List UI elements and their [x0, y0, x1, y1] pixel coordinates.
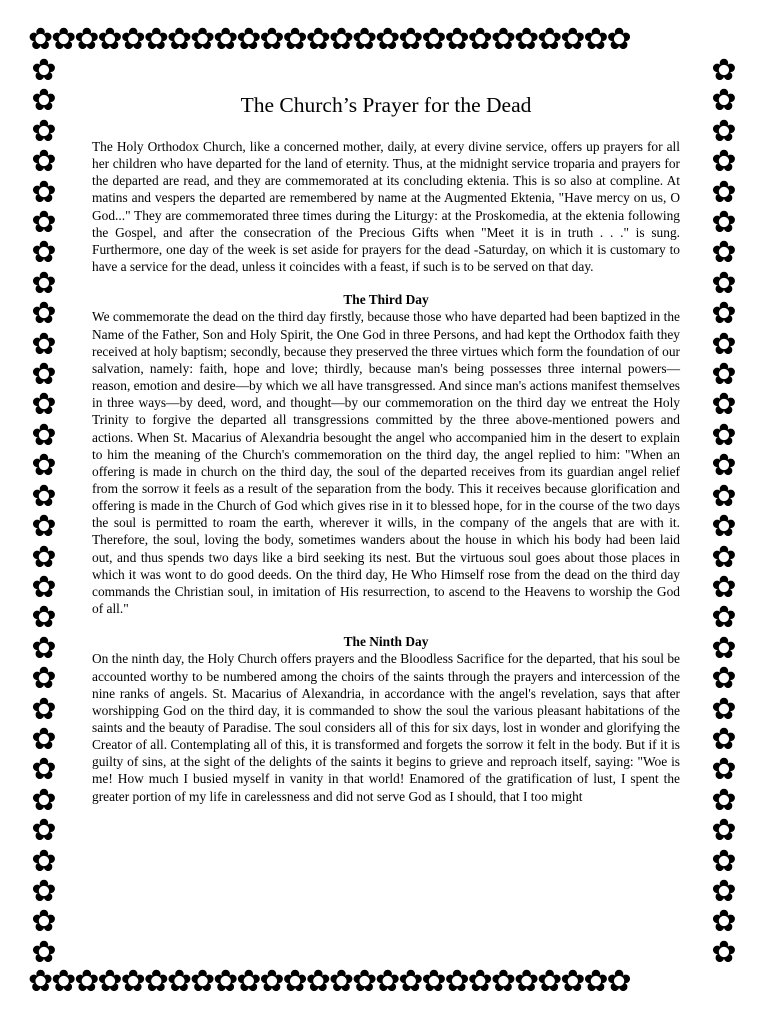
floral-rosette-icon: ✿	[282, 22, 306, 57]
floral-rosette-icon: ✿	[537, 964, 561, 999]
floral-rosette-icon: ✿	[606, 964, 630, 999]
floral-rosette-icon: ✿	[490, 964, 514, 999]
floral-rosette-icon: ✿	[74, 22, 98, 57]
floral-rosette-icon: ✿	[711, 843, 737, 879]
floral-rosette-icon: ✿	[259, 22, 283, 57]
floral-rosette-icon: ✿	[31, 448, 57, 484]
floral-rosette-icon: ✿	[711, 661, 737, 697]
border-right-ornaments	[706, 56, 742, 968]
floral-rosette-icon: ✿	[711, 873, 737, 909]
floral-rosette-icon: ✿	[467, 964, 491, 999]
floral-rosette-icon: ✿	[31, 357, 57, 393]
floral-rosette-icon: ✿	[31, 934, 57, 968]
floral-rosette-icon: ✿	[444, 22, 468, 57]
floral-rosette-icon: ✿	[31, 721, 57, 757]
floral-rosette-icon: ✿	[31, 509, 57, 545]
floral-rosette-icon: ✿	[711, 904, 737, 940]
intro-paragraph: The Holy Orthodox Church, like a concerned mother, daily, at every divine service, offers up prayers for all her children who have departed for the land of eternity. Thus, at the midnight service troparia and prayers for the departed are read, and they are commemorated at its concluding ektenia. This is so also at compline. At matins and vespers the departed are remembered by name at the Augmented Ektenia, "Have mercy on us, O God..." They are commemorated three times during the Liturgy: at the Proskomedia, at the ektenia following the Gospel, and after the consecration of the Precious Gifts when "Meet it is in truth . . ." is sung. Furthermore, one day of the week is set aside for prayers for the dead -Saturday, on which it is customary to have a service for the dead, unless it coincides with a feast, if such is to be served on that day.	[92, 139, 680, 275]
section-heading: The Third Day	[343, 292, 429, 308]
floral-rosette-icon: ✿	[166, 22, 190, 57]
floral-rosette-icon: ✿	[421, 964, 445, 999]
floral-rosette-icon: ✿	[444, 964, 468, 999]
floral-rosette-icon: ✿	[31, 235, 57, 271]
floral-rosette-icon: ✿	[31, 205, 57, 241]
floral-rosette-icon: ✿	[51, 964, 75, 999]
floral-rosette-icon: ✿	[711, 782, 737, 818]
floral-rosette-icon: ✿	[711, 600, 737, 636]
floral-rosette-icon: ✿	[143, 964, 167, 999]
floral-rosette-icon: ✿	[236, 22, 260, 57]
floral-rosette-icon: ✿	[31, 752, 57, 788]
border-top-ornaments	[28, 22, 742, 58]
floral-rosette-icon: ✿	[711, 174, 737, 210]
floral-rosette-icon: ✿	[513, 22, 538, 57]
floral-rosette-icon: ✿	[120, 964, 144, 999]
floral-rosette-icon: ✿	[351, 22, 376, 57]
floral-rosette-icon: ✿	[31, 691, 57, 727]
floral-rosette-icon: ✿	[31, 843, 57, 879]
floral-rosette-icon: ✿	[328, 22, 352, 57]
floral-rosette-icon: ✿	[537, 22, 561, 57]
floral-rosette-icon: ✿	[166, 964, 190, 999]
floral-rosette-icon: ✿	[711, 569, 737, 605]
floral-rosette-icon: ✿	[74, 964, 98, 999]
floral-rosette-icon: ✿	[31, 478, 57, 514]
floral-rosette-icon: ✿	[31, 782, 57, 818]
floral-rosette-icon: ✿	[711, 448, 737, 484]
floral-rosette-icon: ✿	[28, 22, 52, 57]
floral-rosette-icon: ✿	[711, 113, 737, 149]
floral-rosette-icon: ✿	[31, 904, 57, 940]
floral-rosette-icon: ✿	[213, 964, 237, 999]
border-bottom-ornaments	[28, 964, 742, 1000]
floral-rosette-icon: ✿	[375, 964, 399, 999]
section-paragraph: We commemorate the dead on the third day firstly, because those who have departed had been baptized in the Name of the Father, Son and Holy Spirit, the One God in three Persons, and had kept the Orthodox faith they received at holy baptism; secondly, because they preserved the three virtues which form the foundation of our salvation, namely: faith, hope and love; thirdly, because man's being possesses three internal powers—reason, emotion and desire—by which we all have transgressed. And since man's actions manifest themselves in three ways—by deed, word, and thought—by our commemoration on the third day we entreat the Holy Trinity to forgive the departed all transgressions committed by the three above-mentioned powers and actions. When St. Macarius of Alexandria besought the angel who accompanied him in the desert to explain to him the meaning of the Church's commemoration on the third day, the angel replied to him: "When an offering is made in church on the third day, the soul of the departed receives from its guardian angel relief from the sorrow it feels as a result of the separation from the body. This it receives because glorification and offering is made in the Church of God which gives rise in it to blessed hope, for in the course of the two days the soul is permitted to roam the earth, wherever it wills, in the company of the angels that are with it. Therefore, the soul, loving the body, sometimes wanders about the house in which his body had been laid out, and thus spends two days like a bird seeking its nest. But the virtuous soul goes about those places in which it was wont to do good deeds. On the third day, He Who Himself rose from the dead on the third day commands the Christian soul, in imitation of His resurrection, to ascend to the Heavens to worship the God of all."	[92, 309, 680, 617]
document-title: The Church’s Prayer for the Dead	[240, 93, 532, 117]
floral-rosette-icon: ✿	[711, 83, 737, 119]
floral-rosette-icon: ✿	[711, 934, 737, 968]
floral-rosette-icon: ✿	[711, 539, 737, 575]
floral-rosette-icon: ✿	[31, 417, 57, 453]
floral-rosette-icon: ✿	[31, 661, 57, 697]
floral-rosette-icon: ✿	[467, 22, 491, 57]
floral-rosette-icon: ✿	[711, 205, 737, 241]
floral-rosette-icon: ✿	[711, 721, 737, 757]
floral-rosette-icon: ✿	[31, 296, 57, 332]
floral-rosette-icon: ✿	[583, 22, 607, 57]
floral-rosette-icon: ✿	[31, 873, 57, 909]
floral-rosette-icon: ✿	[711, 813, 737, 849]
floral-rosette-icon: ✿	[120, 22, 144, 57]
floral-rosette-icon: ✿	[31, 630, 57, 666]
floral-rosette-icon: ✿	[189, 22, 214, 57]
floral-rosette-icon: ✿	[143, 22, 167, 57]
floral-rosette-icon: ✿	[351, 964, 376, 999]
section-paragraph: On the ninth day, the Holy Church offers prayers and the Bloodless Sacrifice for the departed, that his soul be accounted worthy to be numbered among the choirs of the saints through the prayers and intercession of the nine ranks of angels. St. Macarius of Alexandria, in accordance with the angel's revelation, says that after worshipping God on the third day, it is commanded to show the soul the various pleasant habitations of the saints and the beauty of Paradise. The soul considers all of this for six days, lost in wonder and glorifying the Creator of all. Contemplating all of this, it is transformed and forgets the sorrow it felt in the body. But if it is guilty of sins, at the sight of the delights of the saints it begins to grieve and reproach itself, saying: "Woe is me! How much I busied myself in vanity in that world! Enamored of the gratification of lust, I spent the greater portion of my life in carelessness and did not serve God as I should, that I too might	[92, 651, 680, 804]
floral-rosette-icon: ✿	[711, 478, 737, 514]
document-page	[92, 90, 680, 805]
floral-rosette-icon: ✿	[560, 964, 584, 999]
floral-rosette-icon: ✿	[259, 964, 283, 999]
floral-rosette-icon: ✿	[490, 22, 514, 57]
floral-rosette-icon: ✿	[305, 964, 329, 999]
floral-rosette-icon: ✿	[31, 265, 57, 301]
floral-rosette-icon: ✿	[711, 691, 737, 727]
floral-rosette-icon: ✿	[31, 174, 57, 210]
floral-rosette-icon: ✿	[31, 600, 57, 636]
floral-rosette-icon: ✿	[711, 235, 737, 271]
section-ninth-day	[92, 633, 680, 805]
floral-rosette-icon: ✿	[189, 964, 214, 999]
floral-rosette-icon: ✿	[398, 22, 422, 57]
floral-rosette-icon: ✿	[31, 113, 57, 149]
floral-rosette-icon: ✿	[97, 964, 121, 999]
floral-rosette-icon: ✿	[31, 83, 57, 119]
floral-rosette-icon: ✿	[711, 326, 737, 362]
floral-rosette-icon: ✿	[31, 144, 57, 180]
floral-rosette-icon: ✿	[28, 964, 52, 999]
floral-rosette-icon: ✿	[560, 22, 584, 57]
floral-rosette-icon: ✿	[31, 56, 57, 88]
floral-rosette-icon: ✿	[421, 22, 445, 57]
floral-rosette-icon: ✿	[711, 630, 737, 666]
floral-rosette-icon: ✿	[711, 509, 737, 545]
floral-rosette-icon: ✿	[711, 144, 737, 180]
floral-rosette-icon: ✿	[711, 56, 737, 88]
floral-rosette-icon: ✿	[31, 387, 57, 423]
floral-rosette-icon: ✿	[328, 964, 352, 999]
floral-rosette-icon: ✿	[711, 417, 737, 453]
floral-rosette-icon: ✿	[606, 22, 630, 57]
floral-rosette-icon: ✿	[31, 569, 57, 605]
floral-rosette-icon: ✿	[305, 22, 329, 57]
floral-rosette-icon: ✿	[51, 22, 75, 57]
floral-rosette-icon: ✿	[282, 964, 306, 999]
section-heading: The Ninth Day	[343, 634, 429, 650]
floral-rosette-icon: ✿	[236, 964, 260, 999]
floral-rosette-icon: ✿	[711, 357, 737, 393]
floral-rosette-icon: ✿	[583, 964, 607, 999]
floral-rosette-icon: ✿	[711, 296, 737, 332]
floral-rosette-icon: ✿	[711, 265, 737, 301]
floral-rosette-icon: ✿	[31, 326, 57, 362]
floral-rosette-icon: ✿	[213, 22, 237, 57]
floral-rosette-icon: ✿	[513, 964, 538, 999]
floral-rosette-icon: ✿	[375, 22, 399, 57]
floral-rosette-icon: ✿	[31, 539, 57, 575]
floral-rosette-icon: ✿	[711, 387, 737, 423]
border-left-ornaments	[26, 56, 62, 968]
floral-rosette-icon: ✿	[711, 752, 737, 788]
floral-rosette-icon: ✿	[398, 964, 422, 999]
section-third-day	[92, 291, 680, 617]
floral-rosette-icon: ✿	[31, 813, 57, 849]
floral-rosette-icon: ✿	[97, 22, 121, 57]
